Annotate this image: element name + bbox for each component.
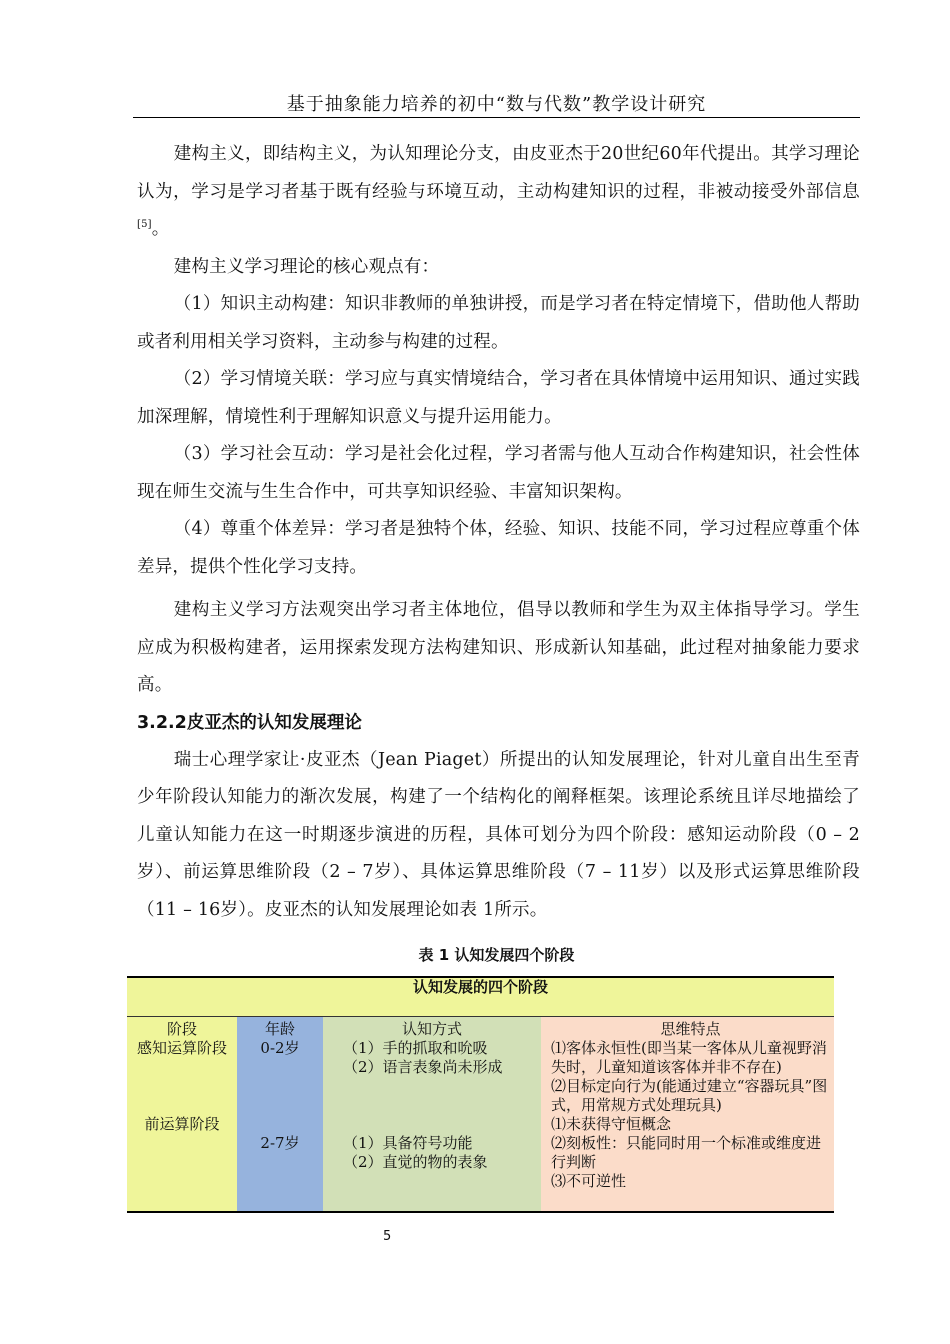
mode-column — [323, 1017, 541, 1213]
mode-item: （1）具备符号功能 — [343, 1134, 473, 1152]
feature-item: ⑵刻板性：只能同时用一个标准或维度进行判断 — [551, 1134, 822, 1171]
paragraph-text: 建构主义，即结构主义，为认知理论分支，由皮亚杰于20世纪60年代提出。其学习理论认为，学习是学习者基于既有经验与环境互动，主动构建知识的过程，非被动接受外部信息 — [137, 144, 860, 202]
mode-item: （2）直觉的物的表象 — [343, 1153, 488, 1171]
mode-header: 认知方式 — [401, 1020, 462, 1038]
feature-item: ⑴未获得守恒概念 — [551, 1115, 672, 1133]
table-content-row — [127, 1017, 834, 1213]
running-header: 基于抽象能力培养的初中“数与代数”教学设计研究 — [286, 94, 707, 115]
table-title: 认知发展的四个阶段 — [127, 977, 834, 1017]
feature-item: ⑴客体永恒性(即当某一客体从儿童视野消失时，儿童知道该客体并非不存在) — [551, 1039, 827, 1076]
citation: [5] — [137, 219, 152, 230]
table-title-row — [127, 977, 834, 1017]
paragraph-method-view: 建构主义学习方法观突出学习者主体地位，倡导以教师和学生为双主体指导学习。学生应成为积极构建者，运用探索发现方法构建知识、形成新认知基础，此过程对抽象能力要求高。 — [137, 600, 860, 695]
paragraph-piaget: 瑞士心理学家让·皮亚杰（Jean Piaget）所提出的认知发展理论，针对儿童自出生至青少年阶段认知能力的渐次发展，构建了一个结构化的阐释框架。该理论系统且详尽地描绘了儿童认知能力在这一时期逐步演进的历程，具体可划分为四个阶段：感知运动阶段（0 – 2岁）、前运算思维阶段（2 – 7岁）、具体运算思维阶段（7 – 11岁）以及形式运算思维阶段（11 – 16岁）。皮亚杰的认知发展理论如表 1所示。 — [137, 749, 860, 920]
feature-column — [541, 1017, 834, 1213]
stage-column — [127, 1017, 237, 1213]
stage-header: 阶段 — [166, 1020, 197, 1038]
section-heading: 3.2.2皮亚杰的认知发展理论 — [137, 712, 362, 733]
feature-item: ⑶不可逆性 — [551, 1172, 627, 1190]
paragraph-point-3: （3）学习社会互动：学习是社会化过程，学习者需与他人互动合作构建知识，社会性体现在师生交流与生生合作中，可共享知识经验、丰富知识架构。 — [137, 444, 860, 502]
body-text — [137, 136, 860, 929]
header-rule — [133, 117, 860, 118]
table-caption: 表 1 认知发展四个阶段 — [418, 946, 575, 964]
stage-cell: 前运算阶段 — [144, 1115, 220, 1133]
feature-header: 思维特点 — [660, 1020, 721, 1038]
mode-item: （1）手的抓取和吮吸 — [343, 1039, 488, 1057]
paragraph-point-4: （4）尊重个体差异：学习者是独特个体，经验、知识、技能不同，学习过程应尊重个体差异，提供个性化学习支持。 — [137, 519, 860, 577]
paragraph-core-views: 建构主义学习理论的核心观点有： — [173, 256, 440, 277]
stage-cell: 感知运算阶段 — [136, 1039, 227, 1057]
paragraph-point-2: （2）学习情境关联：学习应与真实情境结合，学习者在具体情境中运用知识、通过实践加深理解，情境性利于理解知识意义与提升运用能力。 — [137, 369, 860, 427]
age-cell: 0-2岁 — [260, 1039, 300, 1057]
age-column — [237, 1017, 323, 1213]
paragraph-point-1: （1）知识主动构建：知识非教师的单独讲授，而是学习者在特定情境下，借助他人帮助或者利用相关学习资料，主动参与构建的过程。 — [137, 294, 860, 352]
stages-table — [127, 976, 834, 1213]
age-cell: 2-7岁 — [260, 1134, 300, 1152]
age-header: 年龄 — [264, 1020, 295, 1038]
page-number: 5 — [383, 1229, 392, 1244]
mode-item: （2）语言表象尚未形成 — [343, 1058, 503, 1076]
feature-item: ⑵目标定向行为(能通过建立“容器玩具”图式，用常规方式处理玩具) — [551, 1077, 828, 1114]
paragraph-constructivism-intro — [137, 136, 860, 249]
paragraph-text: 。 — [151, 219, 170, 239]
